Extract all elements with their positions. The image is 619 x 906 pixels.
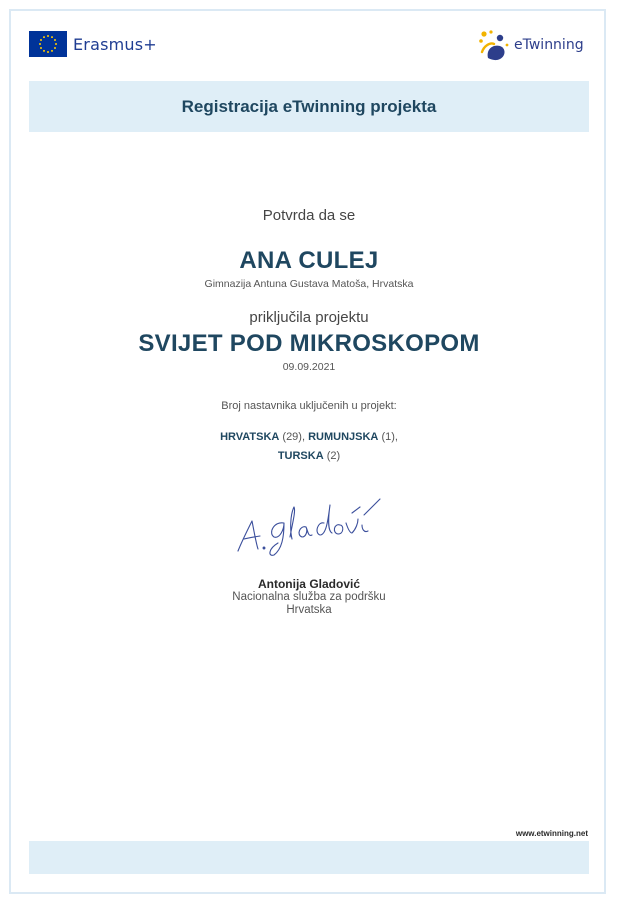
etwinning-logo — [476, 28, 584, 62]
erasmus-logo — [29, 30, 157, 58]
signatory-office — [29, 591, 589, 617]
country-count: (1), — [381, 431, 398, 443]
country-name: HRVATSKA — [220, 431, 280, 443]
erasmus-logo-text: Erasmus+ — [73, 34, 157, 54]
country-name: RUMUNJSKA — [308, 431, 379, 443]
country-list — [29, 428, 589, 466]
joined-line: priključila projektu — [249, 309, 369, 326]
signatory-office-line: Nacionalna služba za podršku — [232, 591, 386, 603]
certificate-title: Registracija eTwinning projekta — [181, 96, 437, 116]
teacher-count-label: Broj nastavnika uključenih u projekt: — [221, 400, 397, 412]
footer-band — [29, 841, 589, 874]
eu-flag-icon — [29, 31, 67, 57]
country-name: TURSKA — [277, 450, 324, 462]
etwinning-logo-text: eTwinning — [514, 37, 584, 53]
project-name: SVIJET POD MIKROSKOPOM — [138, 330, 480, 357]
person-name: ANA CULEJ — [239, 247, 379, 274]
etwinning-stars-icon — [476, 28, 514, 62]
country-count: (2) — [326, 450, 341, 462]
signatory-country-line: Hrvatska — [286, 604, 332, 616]
etwinning-url-link[interactable]: www.etwinning.net — [515, 829, 588, 838]
handwritten-signature — [234, 493, 384, 558]
project-date: 09.09.2021 — [282, 361, 336, 373]
title-band — [29, 81, 589, 132]
confirmation-line: Potvrda da se — [262, 207, 356, 224]
signatory-name: Antonija Gladović — [257, 577, 360, 591]
country-count: (29), — [282, 431, 306, 443]
school-name: Gimnazija Antuna Gustava Matoša, Hrvatska — [204, 278, 414, 290]
